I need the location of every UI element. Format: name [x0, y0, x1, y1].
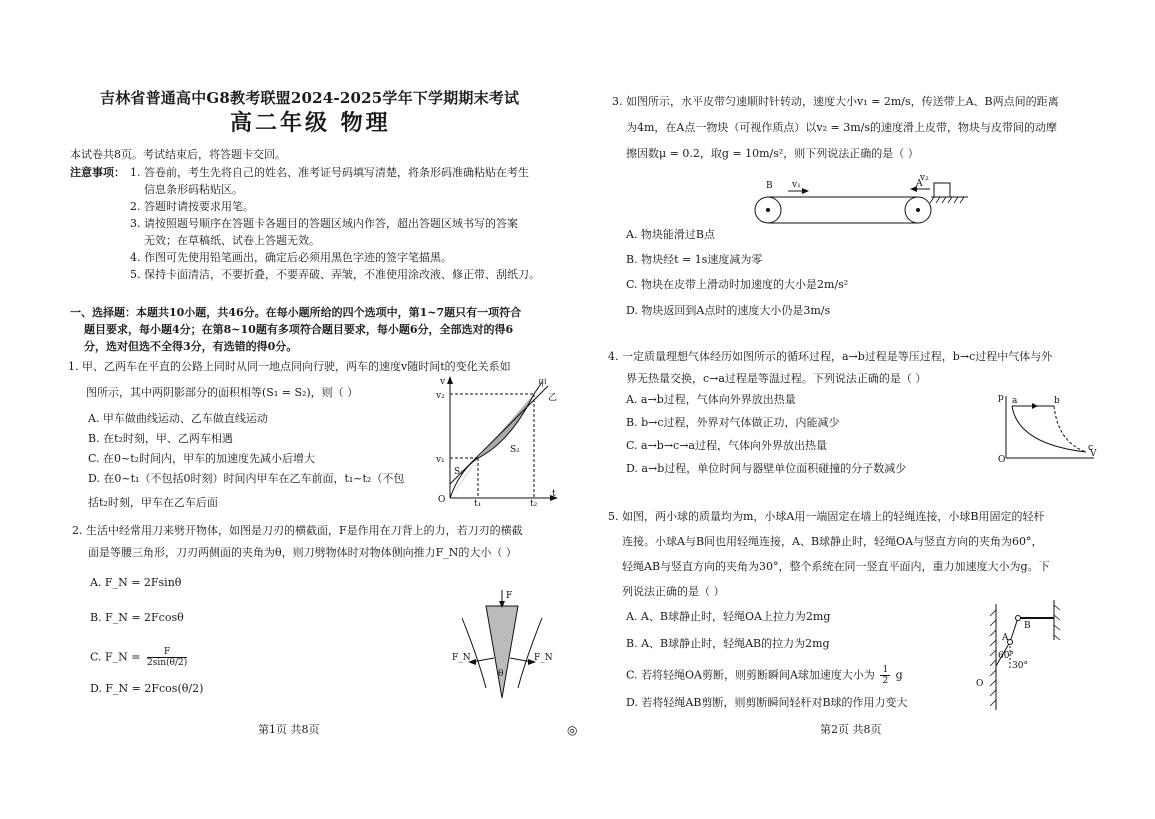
exam-subtitle: 高二年级 物理 [230, 110, 391, 136]
note-line: 2. 答题时请按要求用笔。 [130, 200, 254, 213]
axis-label-v: v [440, 377, 446, 387]
axis-label-t: t [552, 489, 556, 499]
ball-a-label: A [1002, 633, 1009, 643]
origin-label: O [438, 495, 446, 505]
fraction-numerator: 1 [882, 665, 889, 675]
curve-label-jia: 甲 [538, 379, 548, 389]
q2-option-c-prefix: C. F_N = [90, 650, 141, 664]
notes-label: 注意事项： [70, 166, 125, 179]
curve-label-yi: 乙 [548, 393, 558, 403]
q1-stem: 1. 甲、乙两车在平直的公路上同时从同一地点同向行驶，两车的速度v随时间t的变化关系如 [68, 360, 511, 373]
fraction-numerator: F [147, 647, 187, 658]
q5-stem: 列说法正确的是（ ） [622, 585, 725, 598]
note-line: 5. 保持卡面清洁，不要折叠，不要弄破、弄皱，不准使用涂改液、修正带、刮纸刀。 [130, 268, 540, 281]
axis-label-p: p [998, 393, 1004, 403]
t1-label: t₁ [474, 499, 482, 509]
angle-30-label: 30° [1012, 661, 1028, 671]
state-b-label: b [1054, 396, 1060, 406]
q2-option-d: D. F_N = 2Fcos(θ/2) [90, 682, 204, 695]
q4-option-d: D. a→b过程，单位时间与器壁单位面积碰撞的分子数减少 [626, 462, 907, 475]
q1-option-b: B. 在t₂时刻，甲、乙两车相遇 [88, 432, 233, 445]
v2-label: v₂ [920, 173, 929, 183]
q2-option-a: A. F_N = 2Fsinθ [90, 576, 182, 589]
section-heading: 分，选对但选不全得3分，有选错的得0分。 [84, 340, 298, 353]
v1-label: v₁ [792, 180, 801, 190]
q5-option-b: B. A、B球静止时，轻绳AB的拉力为2mg [626, 637, 830, 650]
section-heading: 一、选择题：本题共10小题，共46分。在每小题所给的四个选项中，第1~7题只有一项符合 [70, 306, 522, 319]
q3-option-c: C. 物块在皮带上滑动时加速度的大小是2m/s² [626, 278, 849, 291]
v1-label: v₁ [436, 455, 445, 465]
state-a-label: a [1012, 396, 1018, 406]
note-line: 信息条形码粘贴区。 [144, 183, 243, 196]
note-line: 4. 作图可先使用铅笔画出，确定后必须用黑色字迹的签字笔描黑。 [130, 251, 452, 264]
q1-option-a: A. 甲车做曲线运动、乙车做直线运动 [88, 412, 268, 425]
page-footer: 第2页 共8页 [820, 723, 882, 736]
q5-option-c-text: C. 若将轻绳OA剪断，则剪断瞬间A球加速度大小为 [626, 668, 875, 682]
q5-stem: 5. 如图，两小球的质量均为m，小球A用一端固定在墙上的轻绳连接，小球B用固定的轻杆 [608, 510, 1045, 523]
fraction-denominator: 2 [882, 676, 889, 686]
q4-pv-graph [998, 392, 1098, 464]
q5-option-c [626, 665, 903, 686]
q3-conveyor-figure [754, 174, 974, 232]
q4-stem: 4. 一定质量理想气体经历如图所示的循环过程，a→b过程是等压过程，b→c过程中气体与外 [608, 350, 1053, 363]
q1-option-d: D. 在0~t₁（不包括0时刻）时间内甲车在乙车前面，t₁~t₂（不包 [88, 472, 405, 485]
angle-60-label: 60° [998, 651, 1014, 661]
note-line: 无效；在草稿纸、试卷上答题无效。 [144, 234, 320, 247]
q5-stem: 轻绳AB与竖直方向的夹角为30°，整个系统在同一竖直平面内，重力加速度大小为g。下 [622, 560, 1050, 573]
origin-label: O [998, 455, 1006, 465]
point-a-label: A [916, 179, 923, 189]
theta-label: θ [498, 669, 504, 679]
q4-option-c: C. a→b→c→a过程，气体向外界放出热量 [626, 439, 827, 452]
q4-option-a: A. a→b过程，气体向外界放出热量 [626, 393, 796, 406]
q5-option-a: A. A、B球静止时，轻绳OA上拉力为2mg [626, 610, 831, 623]
exam-title: 吉林省普通高中G8教考联盟2024-2025学年下学期期末考试 [100, 89, 520, 107]
q2-blade-figure [450, 588, 555, 703]
s1-label: S₁ [454, 467, 464, 477]
q1-vt-graph [430, 374, 560, 509]
page-footer: 第1页 共8页 [258, 723, 320, 736]
axis-label-v: V [1090, 449, 1097, 459]
s2-label: S₂ [510, 445, 520, 455]
q5-option-c-unit: g [895, 668, 903, 682]
q2-stem: 2. 生活中经常用刀来劈开物体，如图是刀刃的横截面，F是作用在刀背上的力，若刀刃的横截 [72, 524, 523, 537]
intro-text: 本试卷共8页。考试结束后，将答题卡交回。 [70, 148, 286, 161]
q2-option-b: B. F_N = 2Fcosθ [90, 611, 184, 624]
q5-stem: 连接。小球A与B间也用轻绳连接，A、B球静止时，轻绳OA与竖直方向的夹角为60°， [622, 535, 1043, 548]
q3-option-b: B. 物块经t = 1s速度减为零 [626, 253, 763, 266]
t2-label: t₂ [530, 499, 538, 509]
q1-option-d-cont: 括t₂时刻，甲车在乙车后面 [88, 496, 218, 509]
ball-b-label: B [1024, 621, 1031, 631]
note-line: 3. 请按照题号顺序在答题卡各题目的答题区域内作答，超出答题区域书写的答案 [130, 217, 518, 230]
q4-option-b: B. b→c过程，外界对气体做正功，内能减少 [626, 416, 840, 429]
page-2 [578, 0, 1155, 819]
state-c-label: c [1088, 443, 1094, 453]
q3-stem: 擦因数μ = 0.2，取g = 10m/s²，则下列说法正确的是（ ） [626, 147, 919, 160]
v2-label: v₂ [436, 391, 445, 401]
q3-option-a: A. 物块能滑过B点 [626, 228, 716, 241]
q1-option-c: C. 在0~t₂时间内，甲车的加速度先减小后增大 [88, 452, 316, 465]
point-o-label: O [976, 679, 984, 689]
section-heading: 题目要求，每小题4分；在第8~10题有多项符合题目要求，每小题6分，全部选对的得6 [84, 323, 514, 336]
q5-balls-figure [974, 600, 1060, 712]
force-fn-left-label: F_N [452, 653, 471, 663]
q3-option-d: D. 物块返回到A点时的速度大小仍是3m/s [626, 304, 831, 317]
q2-stem: 面是等腰三角形，刀刃两侧面的夹角为θ，则刀劈物体时对物体侧向推力F_N的大小（ ） [88, 546, 517, 559]
note-line: 1. 答卷前，考生先将自己的姓名、准考证号码填写清楚，将条形码准确粘贴在考生 [130, 166, 529, 179]
q5-option-d: D. 若将轻绳AB剪断，则剪断瞬间轻杆对B球的作用力变大 [626, 696, 908, 709]
center-mark: ◎ [567, 723, 578, 737]
force-fn-right-label: F_N [534, 653, 553, 663]
fraction-denominator: 2sin(θ/2) [147, 658, 188, 668]
point-b-label: B [766, 181, 773, 191]
q1-stem: 图所示，其中两阴影部分的面积相等(S₁ = S₂)，则（ ） [86, 386, 359, 399]
q2-option-c [90, 647, 187, 668]
q4-stem: 界无热量交换，c→a过程是等温过程。下列说法正确的是（ ） [626, 372, 927, 385]
force-f-label: F [506, 591, 513, 601]
q3-stem: 为4m，在A点一物块（可视作质点）以v₂ = 3m/s的速度滑上皮带，物块与皮带间的动摩 [626, 121, 1057, 134]
q3-stem: 3. 如图所示，水平皮带匀速顺时针转动，速度大小v₁ = 2m/s，传送带上A、B两点间的距离 [612, 95, 1059, 108]
